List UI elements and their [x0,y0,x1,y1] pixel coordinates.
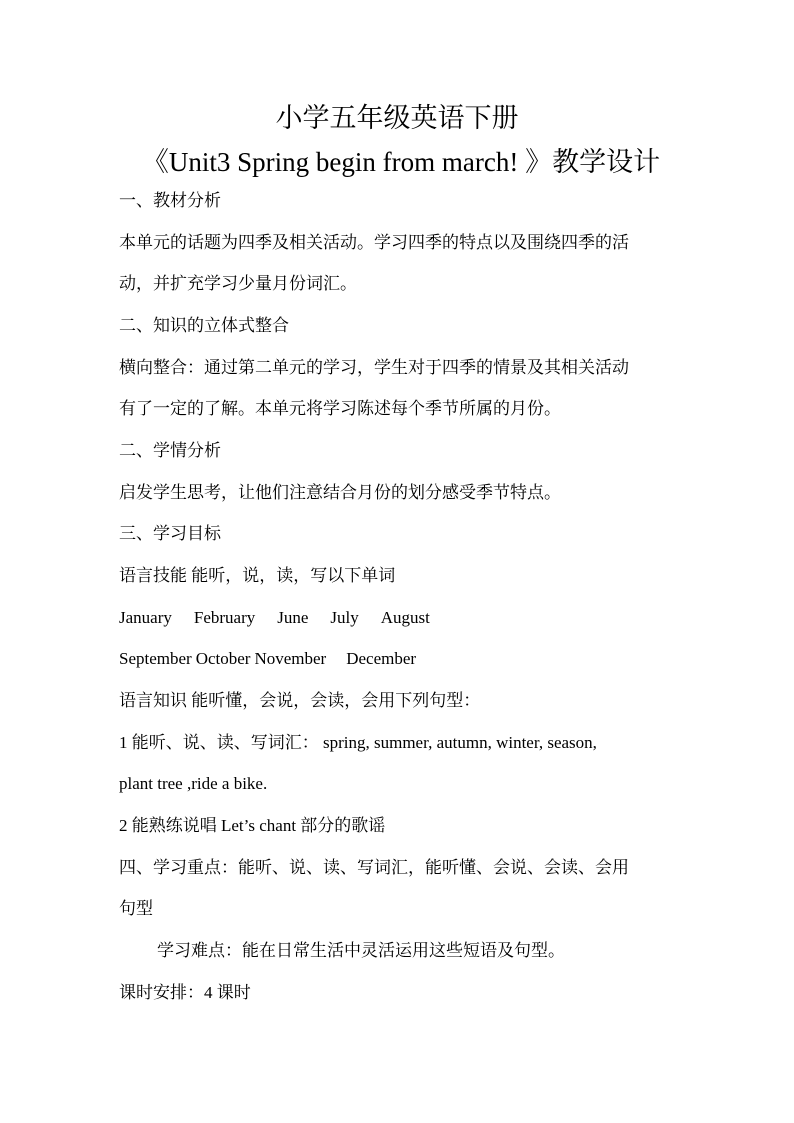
key-points-line: 四、学习重点：能听、说、读、写词汇，能听懂、会说、会读、会用 [119,858,629,877]
month-word: December [346,649,417,668]
document-title: 小学五年级英语下册 [275,103,519,133]
month-word: October [195,649,251,668]
list-item-1: 1 能听、说、读、写词汇： spring, summer, autumn, winter, season, [119,733,597,752]
language-knowledge-label: 语言知识 能听懂，会说，会读，会用下列句型： [119,691,481,710]
list-item-1-continued: plant tree ,ride a bike. [119,774,268,793]
document-subtitle: 《Unit3 Spring begin from march! 》教学设计 [141,147,661,177]
section-heading-learning-objectives: 三、学习目标 [119,524,221,543]
list-item-2: 2 能熟练说唱 Let’s chant 部分的歌谣 [119,816,386,835]
month-word: June [277,608,309,627]
language-skills-label: 语言技能 能听，说，读，写以下单词 [119,566,396,585]
schedule-line: 课时安排：4 课时 [119,983,251,1002]
difficulty-line: 学习难点：能在日常生活中灵活运用这些短语及句型。 [157,941,565,960]
paragraph-line: 有了一定的了解。本单元将学习陈述每个季节所属的月份。 [119,399,561,418]
months-row-2 [119,647,694,671]
month-word: February [193,608,256,627]
month-word: September [119,649,192,668]
section-heading-knowledge-integration: 二、知识的立体式整合 [119,316,289,335]
month-word: August [380,608,430,627]
month-word: January [119,608,172,627]
month-word: July [330,608,359,627]
month-word: November [254,649,327,668]
paragraph-line: 本单元的话题为四季及相关活动。学习四季的特点以及围绕四季的活 [119,233,629,252]
paragraph-line: 横向整合：通过第二单元的学习，学生对于四季的情景及其相关活动 [119,358,629,377]
section-heading-textbook-analysis: 一、教材分析 [119,191,221,210]
paragraph-line: 启发学生思考，让他们注意结合月份的划分感受季节特点。 [119,483,561,502]
section-heading-learner-analysis: 二、学情分析 [119,441,221,460]
paragraph-line: 动，并扩充学习少量月份词汇。 [119,274,357,293]
key-points-line-continued: 句型 [119,899,153,918]
months-row-1 [119,606,694,630]
